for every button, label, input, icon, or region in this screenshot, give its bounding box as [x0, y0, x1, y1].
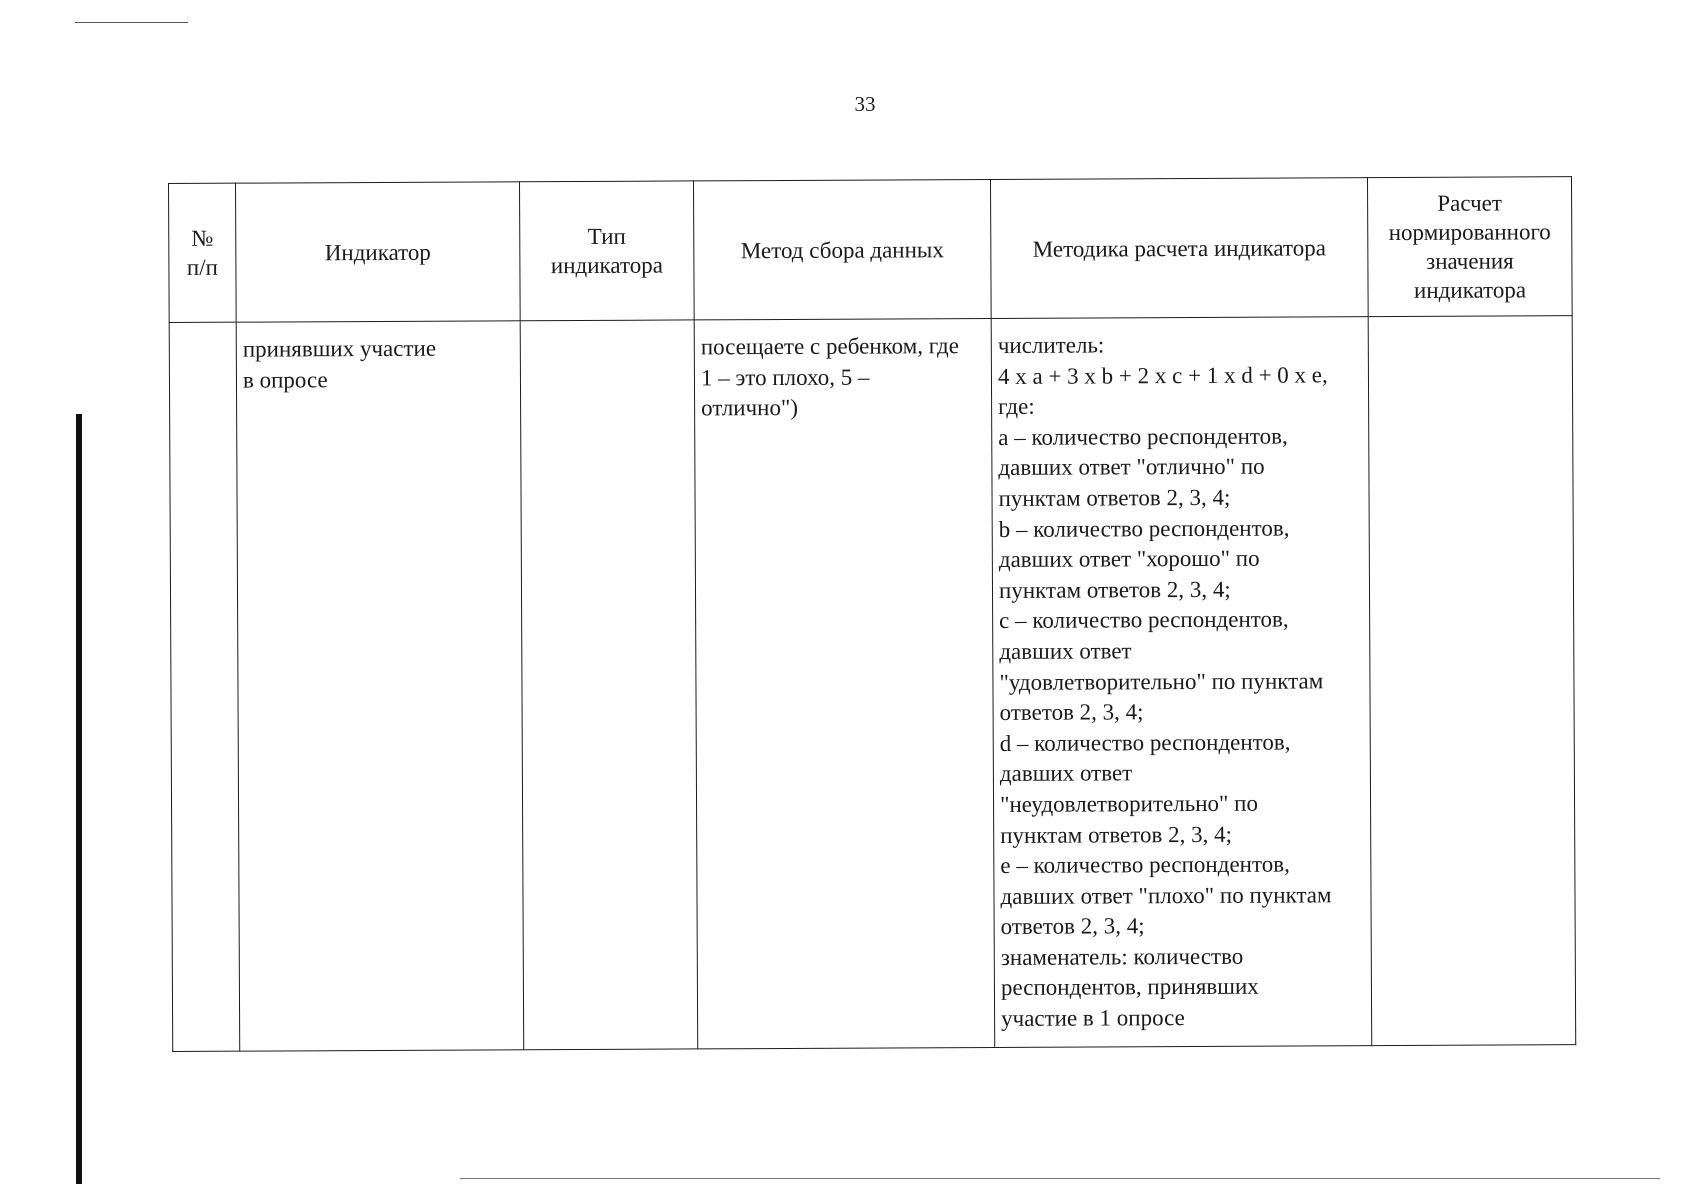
- top-scan-rule: [75, 22, 188, 23]
- bottom-scan-rule: [460, 1178, 1660, 1179]
- header-number: № п/п: [169, 183, 237, 322]
- header-indicator: Индикатор: [236, 182, 521, 322]
- indicator-table: [168, 176, 1576, 1052]
- left-binding-bar: [76, 414, 82, 1184]
- header-data-collection-method: Метод сбора данных: [693, 179, 991, 319]
- cell-indicator-type: [520, 320, 698, 1050]
- table-header-row: [169, 177, 1573, 323]
- header-calculation-method: Методика расчета индикатора: [990, 178, 1368, 319]
- header-normalized-value: Расчет нормированного значения индикатора: [1367, 177, 1572, 317]
- table-row: [169, 316, 1576, 1052]
- header-indicator-type: Тип индикатора: [519, 181, 694, 321]
- cell-normalized-value: [1368, 316, 1576, 1046]
- cell-calculation-method: числитель: 4 x a + 3 x b + 2 x c + 1 x d + 0 x e, где: a – количество респондентов, давших ответ "отлично" по пунктам ответов 2, 3, 4; b – количество респондентов, давших ответ "хорошо" по пунктам ответов 2, 3, 4; c – количество респондентов, давших ответ "удовлетворительно" по пунктам ответов 2, 3, 4; d – количество респондентов, давших ответ "неудовлетворительно" по пунктам ответов 2, 3, 4; e – количество респондентов, давших ответ "плохо" по пунктам ответов 2, 3, 4; знаменатель: количество респондентов, принявших участие в 1 опросе: [991, 317, 1372, 1048]
- cell-data-collection-method: посещаете с ребенком, где 1 – это плохо, 5 – отлично"): [694, 318, 995, 1048]
- page-number: 33: [854, 92, 876, 116]
- cell-number: [169, 322, 240, 1051]
- cell-indicator: принявших участие в опросе: [236, 321, 524, 1051]
